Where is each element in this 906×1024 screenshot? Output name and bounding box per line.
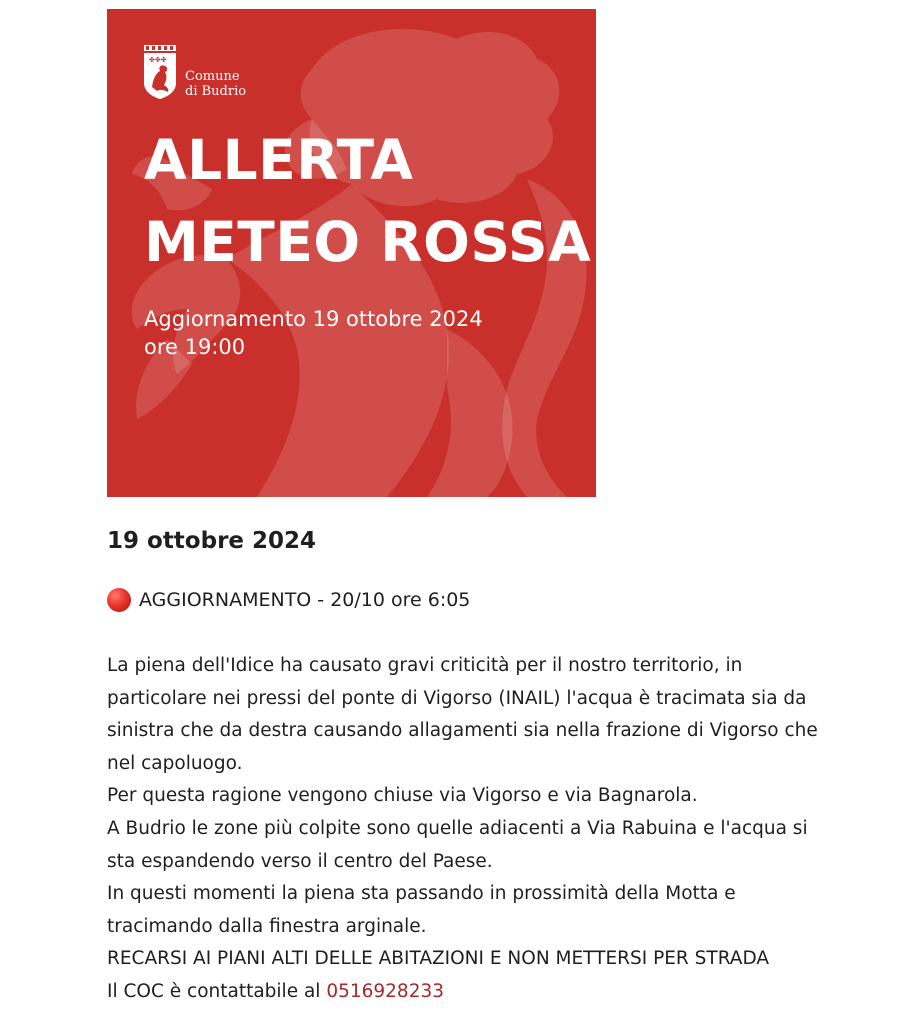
alert-update-text: AGGIORNAMENTO - 20/10 ore 6:05 [139,589,471,611]
alert-headline [144,119,591,283]
coat-of-arms-icon [143,45,177,99]
headline-line-1: ALLERTA [144,128,414,192]
red-circle-icon [107,588,131,612]
post-body [107,650,827,1009]
contact-prefix: Il COC è contattabile al [107,980,327,1002]
update-line-1: Aggiornamento 19 ottobre 2024 [144,307,483,331]
body-line: tracimando dalla finestra arginale. [107,915,427,937]
update-line-2: ore 19:00 [144,335,246,359]
body-line: nel capoluogo. [107,752,243,774]
post-date: 19 ottobre 2024 [107,528,317,554]
logo-line-1: Comune [185,69,240,84]
body-line: sinistra che da destra causando allagamenti sia nella frazione di Vigorso che [107,720,818,742]
contact-line [107,976,827,1009]
alert-banner-image [107,9,596,497]
body-line: sta espandendo verso il centro del Paese. [107,850,493,872]
body-line: A Budrio le zone più colpite sono quelle adiacenti a Via Rabuina e l'acqua si [107,817,808,839]
alert-update-line [107,588,470,612]
body-line: RECARSI AI PIANI ALTI DELLE ABITAZIONI E NON METTERSI PER STRADA [107,948,770,970]
logo-line-2: di Budrio [185,84,247,99]
body-line: In questi momenti la piena sta passando in prossimità della Motta e [107,883,736,905]
update-timestamp [144,305,483,361]
svg-text:✤✤✤: ✤✤✤ [149,56,167,64]
comune-budrio-logo [143,45,246,99]
phone-link[interactable]: 0516928233 [326,980,445,1002]
body-line: particolare nei pressi del ponte di Vigorso (INAIL) l'acqua è tracimata sia da [107,687,807,709]
body-line: Per questa ragione vengono chiuse via Vigorso e via Bagnarola. [107,785,698,807]
headline-line-2: METEO ROSSA [144,210,592,274]
body-line: La piena dell'Idice ha causato gravi criticità per il nostro territorio, in [107,655,743,676]
logo-text [185,69,246,99]
